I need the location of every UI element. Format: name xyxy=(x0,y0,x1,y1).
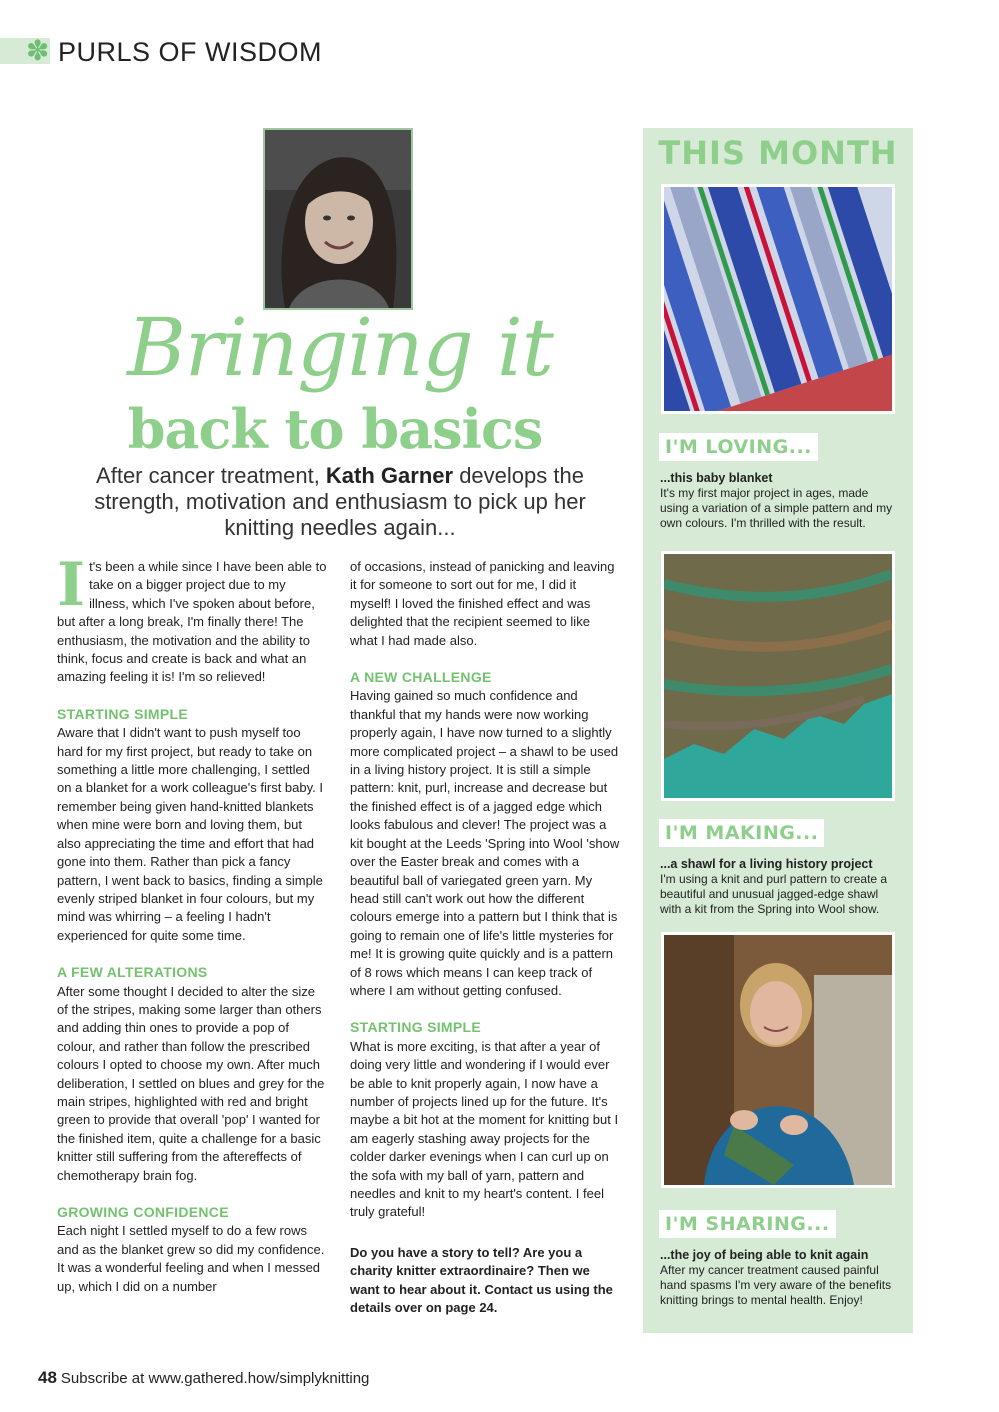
article-title-bold: back to basics xyxy=(127,397,543,461)
standfirst-pre: After cancer treatment, xyxy=(96,463,326,488)
sidebar-lead: ...a shawl for a living history project xyxy=(660,857,873,871)
body-paragraph: After some thought I decided to alter the size of the stripes, making some larger than others and adding thin ones to provide a pop of colour, and rather than follow the prescribed colours I opted to choose my own. After much deliberation, I settled on blues and grey for the main stripes, highlighted with red and bright green to provide that overall 'pop' I wanted for the finished item, quite a challenge for a basic knitter still suffering from the aftereffects of chemotherapy brain fog. xyxy=(57,983,325,1183)
call-to-action: Do you have a story to tell? Are you a charity knitter extraordinaire? Then we want to hear about it. Contact us using the details over on page 24. xyxy=(350,1244,613,1316)
sidebar-lead: ...the joy of being able to knit again xyxy=(660,1248,869,1262)
body-paragraph: of occasions, instead of panicking and leaving it for someone to sort out for me, I did it myself! I loved the finished effect and was delighted that the recipient seemed to like what I had made also. xyxy=(350,559,615,648)
tag-sharing: I'M SHARING... xyxy=(659,1210,836,1238)
body-paragraph: Having gained so much confidence and thankful that my hands were now working properly again, I have now turned to a slightly more complicated project – a shawl to be used in a living history project. It is still a simple pattern: knit, purl, increase and decrease but the finished effect is of a jagged edge which looks fabulous and clever! The project was a kit bought at the Leeds 'Spring into Wool 'show over the Easter break and comes with a beautiful ball of variegated green yarn. My head still can't work out how the different colours emerge into a pattern but I think that is going to remain one of life's little mysteries for me! It is growing quite quickly and is a pattern of 8 rows which means I can keep track of where I am without getting confused. xyxy=(350,688,620,998)
sidebar-body: After my cancer treatment caused painful hand spasms I'm very aware of the benefits knitting brings to mental health. Enjoy! xyxy=(660,1263,892,1307)
sidebar-body: It's my first major project in ages, made using a variation of a simple pattern and my own colours. I'm thrilled with the result. xyxy=(660,486,893,530)
section-label: PURLS OF WISDOM xyxy=(58,37,323,67)
body-paragraph: Aware that I didn't want to push myself too hard for my first project, but ready to take on something a little more challenging, I settled on a blanket for a work colleague's first baby. I remember being given hand-knitted blankets when mine were born and loving them, but also appreciating the time and effort that had gone into them. Rather than pick a fancy pattern, I went back to basics, finding a simple evenly striped blanket in four colours, but my mind was whirring – a feeling I hadn't experienced for quite some time. xyxy=(57,725,323,943)
tag-loving: I'M LOVING... xyxy=(659,433,818,461)
sidebar-text-making xyxy=(660,857,900,917)
article-title-script: Bringing it xyxy=(127,301,553,394)
subhead-starting-simple-2: STARTING SIMPLE xyxy=(350,1019,482,1036)
intro-paragraph xyxy=(57,550,327,687)
sidebar-title: THIS MONTH xyxy=(658,134,898,172)
tag-making: I'M MAKING... xyxy=(659,819,824,847)
standfirst-post: develops the strength, motivation and enthusiasm to pick up her knitting needles again... xyxy=(94,463,586,540)
blanket-photo xyxy=(661,184,895,414)
subhead-a-few-alterations: A FEW ALTERATIONS xyxy=(57,964,208,981)
subhead-a-new-challenge: A NEW CHALLENGE xyxy=(350,669,492,686)
knitting-author-photo xyxy=(661,932,895,1188)
page-number: 48 xyxy=(38,1368,57,1387)
subhead-growing-confidence: GROWING CONFIDENCE xyxy=(57,1204,229,1220)
subhead-starting-simple: STARTING SIMPLE xyxy=(57,705,189,722)
sidebar-lead: ...this baby blanket xyxy=(660,471,773,485)
body-paragraph: What is more exciting, is that after a year of doing very little and wondering if I would ever be able to knit properly again, I now have a number of projects lined up for the future. It's maybe a bit hot at the moment for knitting but I am eagerly stashing away projects for the colder darker evenings when I can curl up on the sofa with my ball of yarn, pattern and needles and knit to my heart's content. I feel truly grateful! xyxy=(350,1038,619,1220)
author-photo xyxy=(263,128,413,310)
sidebar-text-sharing xyxy=(660,1248,900,1308)
footer xyxy=(38,1368,369,1389)
standfirst xyxy=(70,463,610,541)
sidebar-text-loving xyxy=(660,471,900,531)
body-paragraph: Each night I settled myself to do a few rows and as the blanket grew so did my confidence. It was a wonderful feeling and when I messed up, which I did on a number xyxy=(57,1223,325,1294)
subscribe-link[interactable]: Subscribe at www.gathered.how/simplyknitting xyxy=(60,1370,370,1387)
author-name: Kath Garner xyxy=(325,463,454,488)
intro-text: t's been a while since I have been able to take on a bigger project due to my illness, which I've spoken about before, but after a long break, I'm finally there! The enthusiasm, the motivation and the ability to think, focus and create is back and what an amazing feeling it is! I'm so relieved! xyxy=(57,559,327,685)
flower-icon: ✽ xyxy=(26,34,50,67)
body-column-2 xyxy=(350,558,620,1317)
sidebar-body: I'm using a knit and purl pattern to create a beautiful and unusual jagged-edge shawl with a kit from the Spring into Wool show. xyxy=(660,872,888,916)
body-column-1 xyxy=(57,550,327,1296)
shawl-photo xyxy=(661,551,895,801)
drop-cap: I xyxy=(57,550,86,620)
